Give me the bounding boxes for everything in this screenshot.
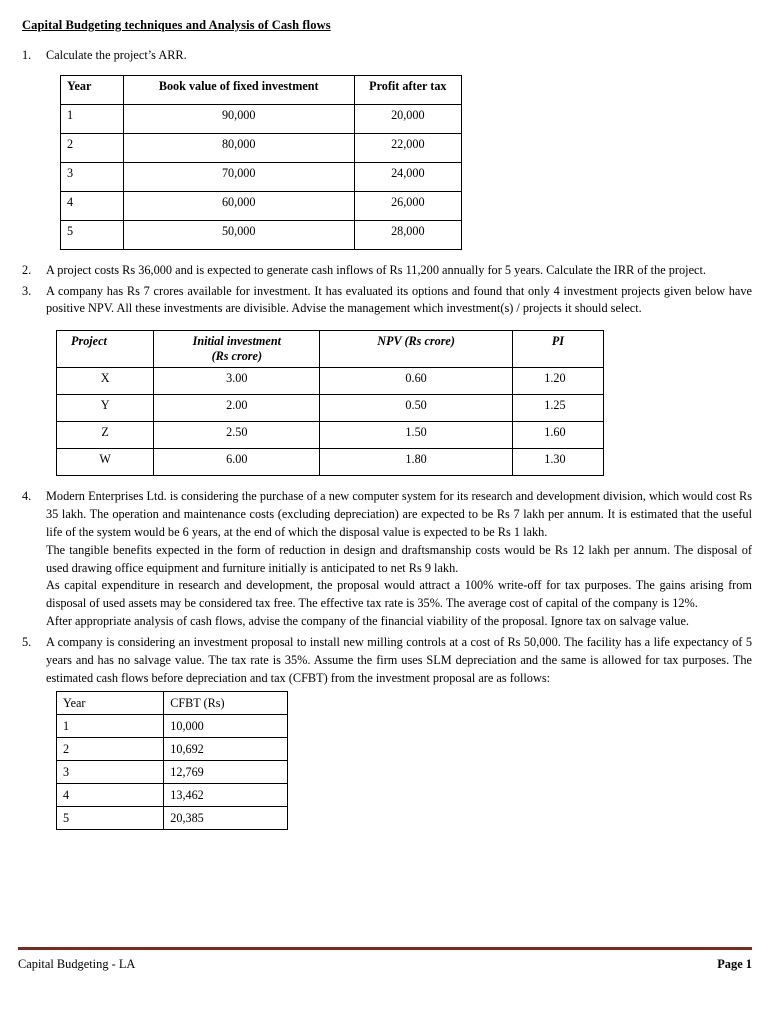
cell-pi: 1.25 — [512, 395, 603, 422]
question-text-2: A project costs Rs 36,000 and is expected to generate cash inflows of Rs 11,200 annually for 5 years. Calculate the IRR of the project. — [46, 262, 706, 277]
table-row-header — [57, 692, 288, 715]
cell-initial-investment: 6.00 — [154, 449, 320, 476]
column-header-pi: PI — [512, 331, 603, 368]
cell-cfbt: 12,769 — [164, 761, 288, 784]
column-header-cfbt: CFBT (Rs) — [164, 692, 288, 715]
cell-profit: 26,000 — [354, 191, 461, 220]
column-header-initial-investment — [154, 331, 320, 368]
cell-profit: 22,000 — [354, 133, 461, 162]
cell-year: 3 — [57, 761, 164, 784]
table-row — [57, 738, 288, 761]
table-arr — [60, 75, 462, 250]
question-list — [18, 47, 752, 830]
table-row — [57, 784, 288, 807]
table-row — [57, 761, 288, 784]
cell-cfbt: 13,462 — [164, 784, 288, 807]
table-row — [61, 191, 462, 220]
question-item-1 — [18, 47, 752, 65]
question-item-3 — [18, 283, 752, 319]
question-item-5 — [18, 634, 752, 687]
cell-book-value: 60,000 — [123, 191, 354, 220]
table-cfbt — [56, 691, 288, 830]
cell-cfbt: 20,385 — [164, 807, 288, 830]
table-row — [57, 807, 288, 830]
cell-year: 2 — [61, 133, 124, 162]
column-header-initial-investment-line2: (Rs crore) — [211, 349, 263, 364]
column-header-npv: NPV (Rs crore) — [320, 331, 512, 368]
question-number-4: 4. — [22, 489, 32, 504]
table-row — [57, 422, 604, 449]
cell-npv: 1.50 — [320, 422, 512, 449]
column-header-profit-after-tax: Profit after tax — [354, 75, 461, 104]
cell-book-value: 50,000 — [123, 220, 354, 249]
question-text-1: Calculate the project’s ARR. — [46, 48, 187, 62]
column-header-book-value: Book value of fixed investment — [123, 75, 354, 104]
cell-year: 3 — [61, 162, 124, 191]
question-number-5: 5. — [22, 634, 32, 649]
cell-profit: 24,000 — [354, 162, 461, 191]
cell-year: 1 — [61, 104, 124, 133]
table-row — [61, 133, 462, 162]
cell-book-value: 70,000 — [123, 162, 354, 191]
column-header-initial-investment-line1: Initial investment — [192, 334, 281, 349]
column-header-year: Year — [61, 75, 124, 104]
page-footer — [18, 947, 752, 972]
cell-cfbt: 10,692 — [164, 738, 288, 761]
footer-document-name: Capital Budgeting - LA — [18, 957, 136, 971]
cell-pi: 1.20 — [512, 368, 603, 395]
table-row — [61, 104, 462, 133]
cell-npv: 0.60 — [320, 368, 512, 395]
cell-project: Y — [57, 395, 154, 422]
cell-project: Z — [57, 422, 154, 449]
cell-year: 5 — [57, 807, 164, 830]
footer-page-number: Page 1 — [717, 957, 752, 971]
cell-year: 2 — [57, 738, 164, 761]
question-text-5: A company is considering an investment proposal to install new milling controls at a cost of Rs 50,000. The facility has a life expectancy of 5 years and has no salvage value. The tax rate is 35%. Assume the firm uses SLM depreciation and the same is allowed for tax purposes. The estimated cash flows before depreciation and tax (CFBT) from the investment proposal are as follows: — [46, 634, 752, 685]
cell-pi: 1.60 — [512, 422, 603, 449]
cell-year: 5 — [61, 220, 124, 249]
page-title: Capital Budgeting techniques and Analysis of Cash flows — [22, 18, 331, 32]
table-row-header — [57, 331, 604, 368]
cell-book-value: 90,000 — [123, 104, 354, 133]
table-row — [61, 162, 462, 191]
table-row — [57, 395, 604, 422]
cell-npv: 0.50 — [320, 395, 512, 422]
cell-project: W — [57, 449, 154, 476]
cell-year: 1 — [57, 715, 164, 738]
cell-pi: 1.30 — [512, 449, 603, 476]
table-row — [57, 449, 604, 476]
question-item-4 — [18, 488, 752, 631]
question-text-4-para-3: As capital expenditure in research and development, the proposal would attract a 100% write-off for tax purposes. The gains arising from disposal of used assets may be considered tax free. The effective tax rate is 35%. The average cost of capital of the company is 12%. — [46, 578, 752, 611]
table-row — [57, 368, 604, 395]
question-text-3: A company has Rs 7 crores available for investment. It has evaluated its options and found that only 4 investment projects given below have positive NPV. All these investments are divisible. Advise the management which investment(s) / projects it should select. — [46, 283, 752, 316]
question-item-2 — [18, 262, 752, 280]
cell-year: 4 — [61, 191, 124, 220]
footer-divider — [18, 947, 752, 950]
question-number-2: 2. — [22, 262, 32, 277]
cell-initial-investment: 2.00 — [154, 395, 320, 422]
cell-profit: 28,000 — [354, 220, 461, 249]
table-npv-pi — [56, 330, 604, 476]
question-number-1: 1. — [22, 48, 32, 62]
table-row — [57, 715, 288, 738]
cell-npv: 1.80 — [320, 449, 512, 476]
cell-initial-investment: 3.00 — [154, 368, 320, 395]
question-text-4-para-2: The tangible benefits expected in the form of reduction in design and draftsmanship costs would be Rs 12 lakh per annum. The disposal of used drawing office equipment and furniture initially is anticipated to net Rs 9 lakh. — [46, 542, 752, 575]
table-row-header — [61, 75, 462, 104]
footer-row — [18, 957, 752, 972]
question-number-3: 3. — [22, 283, 32, 298]
table-row — [61, 220, 462, 249]
question-text-4-para-1: Modern Enterprises Ltd. is considering the purchase of a new computer system for its research and development division, which would cost Rs 35 lakh. The operation and maintenance costs (excluding depreciation) are expected to be Rs 7 lakh per annum. It is estimated that the useful life of the system would be 6 years, at the end of which the disposal value is expected to be Rs 1 lakh. — [46, 489, 752, 539]
cell-profit: 20,000 — [354, 104, 461, 133]
column-header-year: Year — [57, 692, 164, 715]
cell-initial-investment: 2.50 — [154, 422, 320, 449]
cell-book-value: 80,000 — [123, 133, 354, 162]
cell-year: 4 — [57, 784, 164, 807]
cell-cfbt: 10,000 — [164, 715, 288, 738]
question-text-4-para-4: After appropriate analysis of cash flows, advise the company of the financial viability of the proposal. Ignore tax on salvage value. — [46, 614, 689, 629]
column-header-project: Project — [57, 331, 154, 368]
cell-project: X — [57, 368, 154, 395]
